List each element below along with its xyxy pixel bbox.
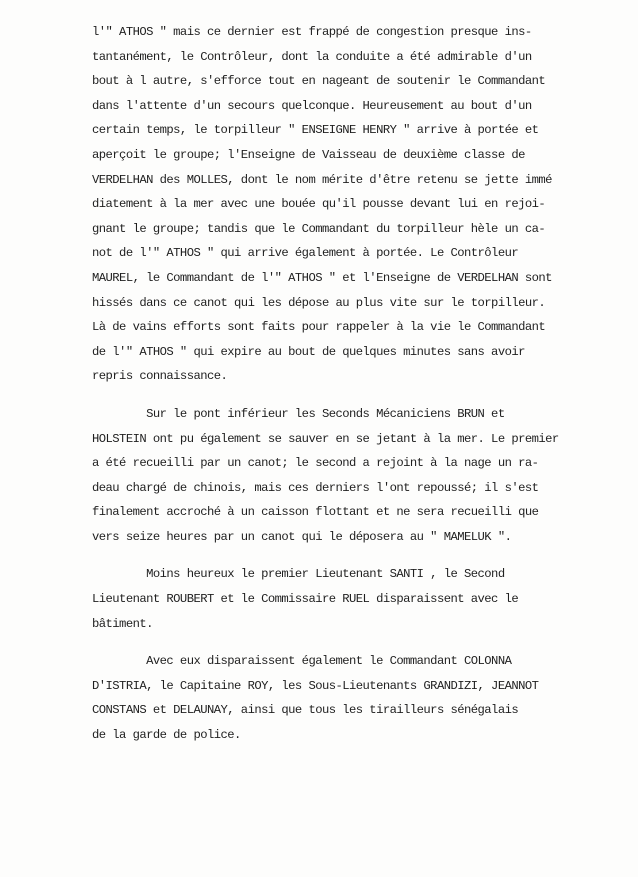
paragraph-spacer [92,389,632,402]
text-line: diatement à la mer avec une bouée qu'il pousse devant lui en rejoi- [92,197,546,212]
document-body [92,20,632,748]
text-line: aperçoit le groupe; l'Enseigne de Vaisseau de deuxième classe de [92,147,525,162]
paragraph-mechanics [92,402,632,550]
text-line: Sur le pont inférieur les Seconds Mécaniciens BRUN et [92,406,505,421]
text-line: bout à l autre, s'efforce tout en nageant de soutenir le Commandant [92,74,546,89]
text-line: deau chargé de chinois, mais ces derniers l'ont repoussé; il s'est [92,480,539,495]
paragraph-spacer [92,549,632,562]
paragraph-spacer [92,636,632,649]
text-line: Moins heureux le premier Lieutenant SANTI , le Second [92,567,505,582]
text-line: MAUREL, le Commandant de l'" ATHOS " et l'Enseigne de VERDELHAN sont [92,270,552,285]
paragraph-lieutenants [92,562,632,636]
text-line: dans l'attente d'un secours quelconque. Heureusement au bout d'un [92,98,532,113]
text-line: de la garde de police. [92,728,241,743]
text-line: Lieutenant ROUBERT et le Commissaire RUEL disparaissent avec le [92,592,519,607]
text-line: a été recueilli par un canot; le second a rejoint à la nage un ra- [92,456,539,471]
text-line: l'" ATHOS " mais ce dernier est frappé de congestion presque ins- [92,25,532,39]
text-line: HOLSTEIN ont pu également se sauver en se jetant à la mer. Le premier [92,431,559,446]
text-line: repris connaissance. [92,369,228,384]
text-line: CONSTANS et DELAUNAY, ainsi que tous les tirailleurs sénégalais [92,703,519,718]
text-line: finalement accroché à un caisson flottant et ne sera recueilli que [92,505,539,520]
text-line: gnant le groupe; tandis que le Commandant du torpilleur hèle un ca- [92,221,546,236]
paragraph-officers [92,649,632,747]
text-line: VERDELHAN des MOLLES, dont le nom mérite d'être retenu se jette immé [92,172,552,187]
text-line: hissés dans ce canot qui les dépose au plus vite sur le torpilleur. [92,295,546,310]
text-line: bâtiment. [92,616,153,631]
text-line: D'ISTRIA, le Capitaine ROY, les Sous-Lieutenants GRANDIZI, JEANNOT [92,678,539,693]
text-line: de l'" ATHOS " qui expire au bout de quelques minutes sans avoir [92,344,525,359]
paragraph-rescue [92,20,632,389]
text-line: certain temps, le torpilleur " ENSEIGNE HENRY " arrive à portée et [92,123,539,138]
text-line: tantanément, le Contrôleur, dont la conduite a été admirable d'un [92,49,532,64]
text-line: Là de vains efforts sont faits pour rappeler à la vie le Commandant [92,320,546,335]
text-line: Avec eux disparaissent également le Commandant COLONNA [92,654,512,669]
text-line: vers seize heures par un canot qui le déposera au " MAMELUK ". [92,529,512,544]
text-line: not de l'" ATHOS " qui arrive également à portée. Le Contrôleur [92,246,519,261]
